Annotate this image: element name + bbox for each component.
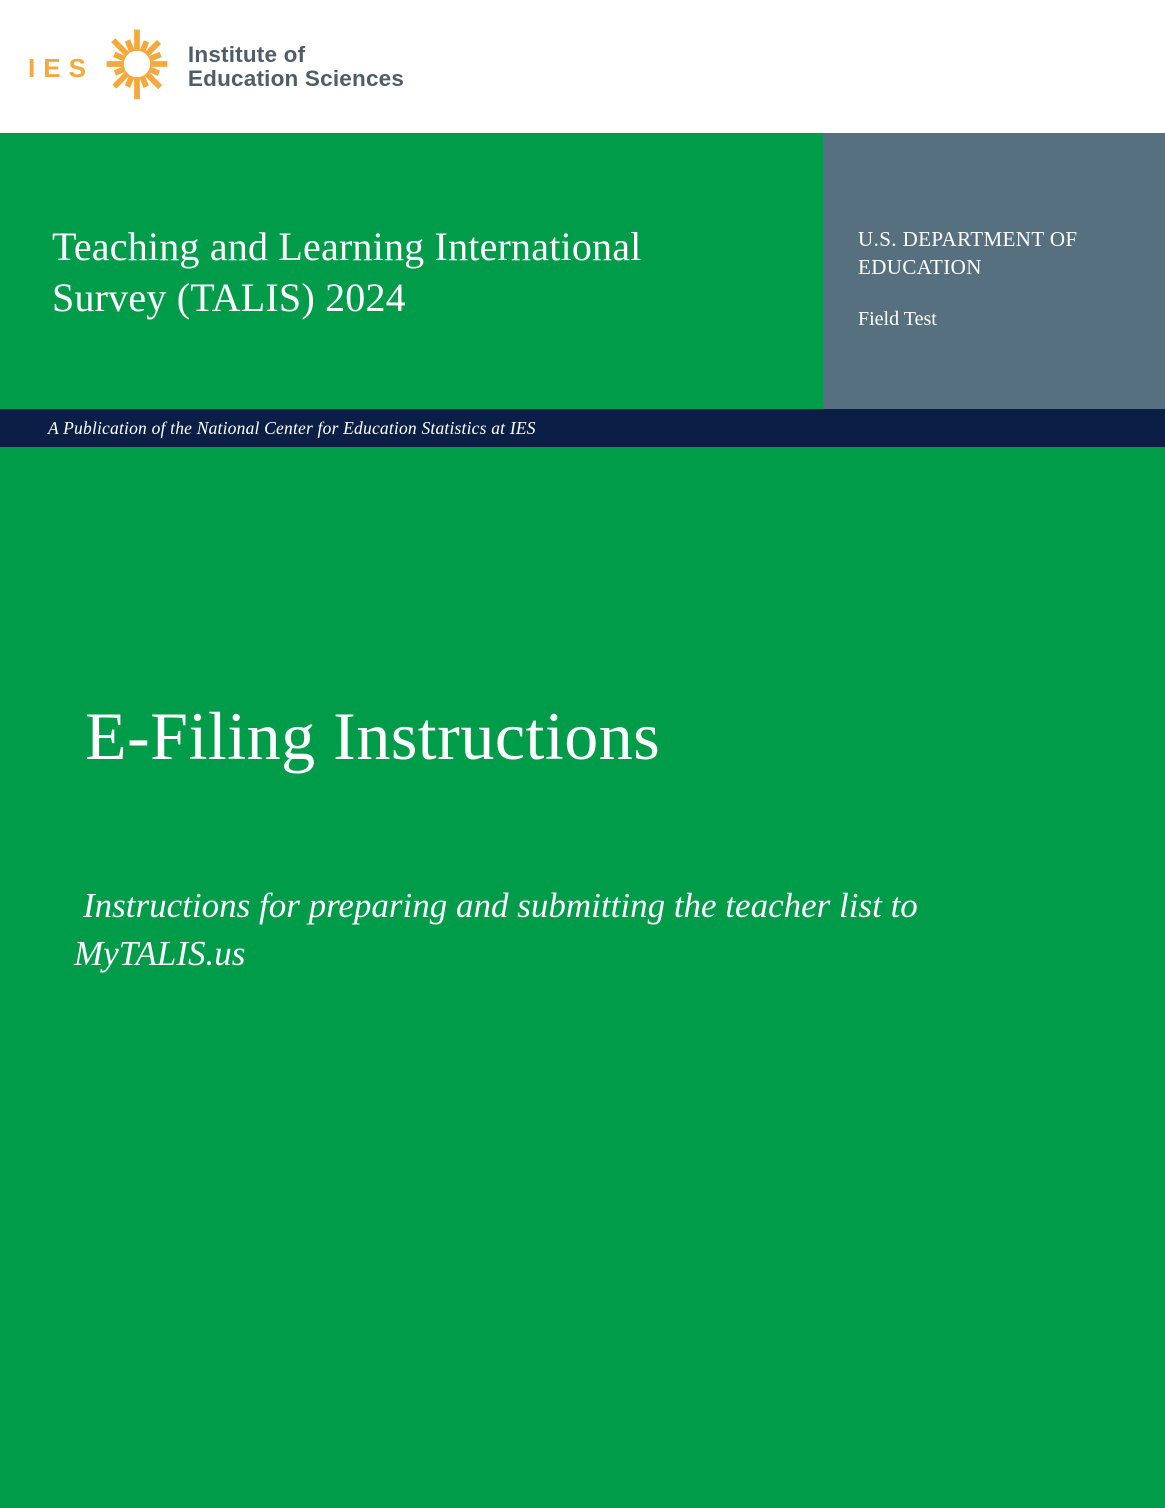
department-name bbox=[858, 225, 1137, 281]
department-name-line1: U.S. DEPARTMENT OF bbox=[858, 227, 1078, 251]
cover-subtitle bbox=[0, 882, 1165, 978]
sunburst-icon bbox=[96, 20, 178, 113]
publication-note: A Publication of the National Center for Education Statistics at IES bbox=[48, 417, 536, 438]
title-panel bbox=[0, 133, 823, 409]
cover-body bbox=[0, 447, 1165, 1508]
report-title-line1: Teaching and Learning International bbox=[52, 224, 642, 269]
cover-subtitle-line1: Instructions for preparing and submitting the teacher list to bbox=[83, 886, 918, 925]
department-name-line2: EDUCATION bbox=[858, 255, 982, 279]
logo-header bbox=[0, 0, 1165, 133]
org-name-line1: Institute of bbox=[187, 41, 306, 67]
report-title bbox=[52, 221, 823, 323]
org-name-line2: Education Sciences bbox=[187, 65, 405, 91]
ies-logo bbox=[28, 20, 404, 113]
org-name bbox=[188, 43, 404, 91]
ies-wordmark: IES bbox=[28, 53, 94, 83]
cover-subtitle-line2: MyTALIS.us bbox=[74, 934, 246, 973]
banner-row bbox=[0, 133, 1165, 409]
report-title-line2: Survey (TALIS) 2024 bbox=[52, 275, 406, 320]
publication-strip bbox=[0, 409, 1165, 447]
department-panel bbox=[823, 133, 1165, 409]
cover-heading: E-Filing Instructions bbox=[85, 698, 661, 774]
phase-label: Field Test bbox=[858, 308, 937, 330]
